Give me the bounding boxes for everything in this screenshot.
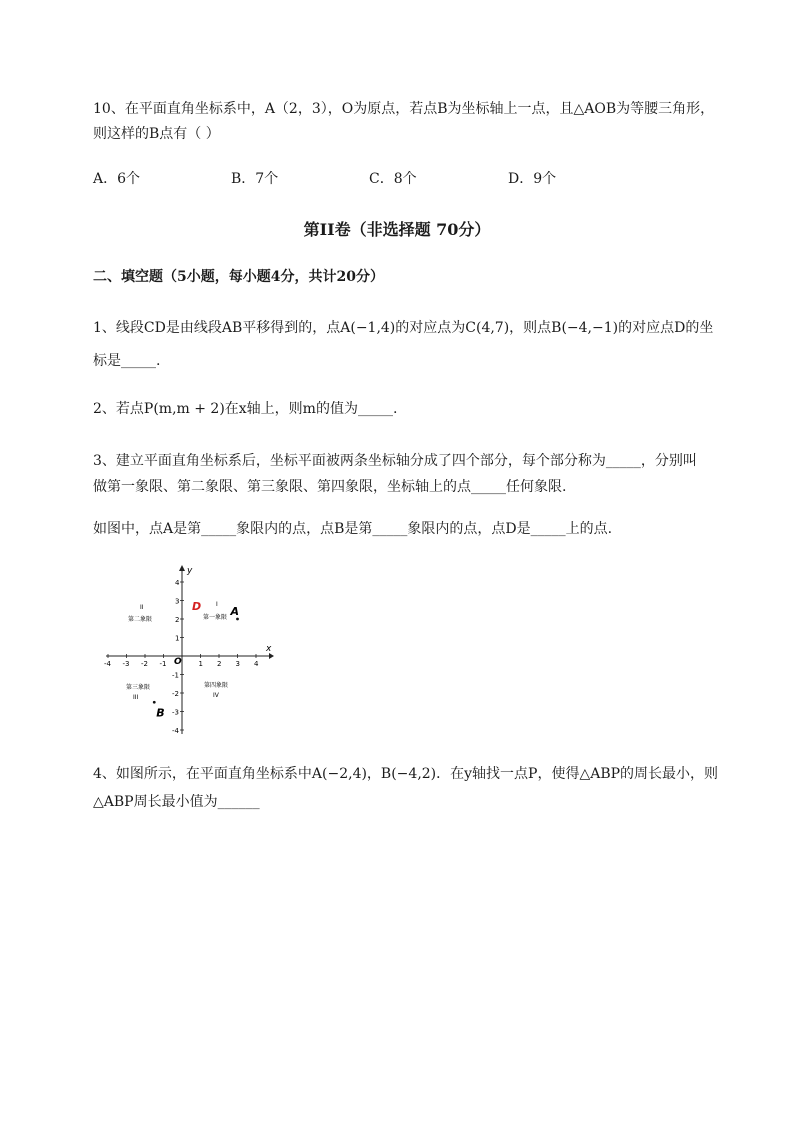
y-tick-label: 2 [175, 616, 180, 624]
question-10-line-1: 10、在平面直角坐标系中，A（2，3），O为原点，若点B为坐标轴上一点，且△AOB为等腰三角形， [93, 101, 715, 117]
x-tick-label: 4 [254, 660, 259, 668]
section-title: 第II卷（非选择题 70分） [303, 220, 491, 239]
quadrant-2-numeral: II [140, 604, 144, 611]
option-a: A．6个 [93, 171, 141, 187]
x-tick-label: 1 [198, 660, 203, 668]
x-tick-label: -3 [122, 660, 130, 668]
coordinate-plane-figure [104, 564, 274, 736]
quadrant-4-numeral: IV [213, 692, 219, 699]
y-axis-arrow [179, 565, 185, 571]
quadrant-1-numeral: I [216, 601, 218, 608]
point-d-label: D [192, 600, 202, 613]
question-3-line-1: 3、建立平面直角坐标系后，坐标平面被两条坐标轴分成了四个部分，每个部分称为_____，分别叫 [93, 453, 697, 469]
point-a [236, 618, 239, 621]
question-2-line-1: 2、若点P(m,m + 2)在x轴上，则m的值为_____. [93, 401, 398, 417]
question-4-line-2: △ABP周长最小值为______ [93, 794, 260, 810]
x-tick-label: 2 [217, 660, 222, 668]
quadrant-3-name: 第三象限 [126, 684, 151, 691]
point-a-label: A [230, 605, 240, 618]
option-b: B．7个 [231, 171, 279, 187]
x-tick-label: -4 [104, 660, 111, 668]
question-3-line-2: 做第一象限、第二象限、第三象限、第四象限，坐标轴上的点_____任何象限. [93, 479, 567, 495]
quadrant-2-name: 第二象限 [128, 616, 153, 623]
question-1-line-2: 标是_____. [93, 353, 161, 369]
y-tick-label: 3 [175, 597, 180, 606]
point-b-label: B [156, 706, 165, 720]
question-3-line-3: 如图中，点A是第_____象限内的点，点B是第_____象限内的点，点D是_____上的点. [93, 521, 613, 537]
x-tick-label: -1 [159, 660, 167, 668]
question-10-line-2: 则这样的B点有（ ） [93, 126, 220, 142]
y-tick-label: -2 [172, 690, 179, 698]
x-axis-label: x [266, 644, 272, 654]
y-tick-label: -1 [172, 671, 179, 680]
question-4-line-1: 4、如图所示，在平面直角坐标系中A(−2,4)，B(−4,2)．在y轴找一点P，使得△ABP的周长最小，则 [93, 766, 719, 782]
origin-label: O [174, 657, 182, 667]
point-b [153, 701, 156, 704]
y-tick-label: -3 [172, 708, 179, 717]
quadrant-3-numeral: III [133, 694, 139, 701]
quadrant-4-name: 第四象限 [204, 682, 229, 689]
y-tick-label: 1 [175, 634, 180, 643]
option-d: D．9个 [508, 171, 557, 187]
x-tick-label: 3 [235, 660, 240, 668]
question-1-line-1: 1、线段CD是由线段AB平移得到的，点A(−1,4)的对应点为C(4,7)，则点B(−4,−1)的对应点D的坐 [93, 320, 714, 336]
part2-heading: 二、填空题（5小题，每小题4分，共计20分） [93, 269, 384, 285]
option-c: C．8个 [369, 171, 417, 187]
x-tick-label: -2 [141, 660, 148, 668]
y-tick-label: -4 [172, 727, 179, 735]
y-tick-label: 4 [175, 579, 180, 587]
y-axis-label: y [187, 566, 193, 576]
quadrant-1-name: 第一象限 [203, 614, 228, 621]
